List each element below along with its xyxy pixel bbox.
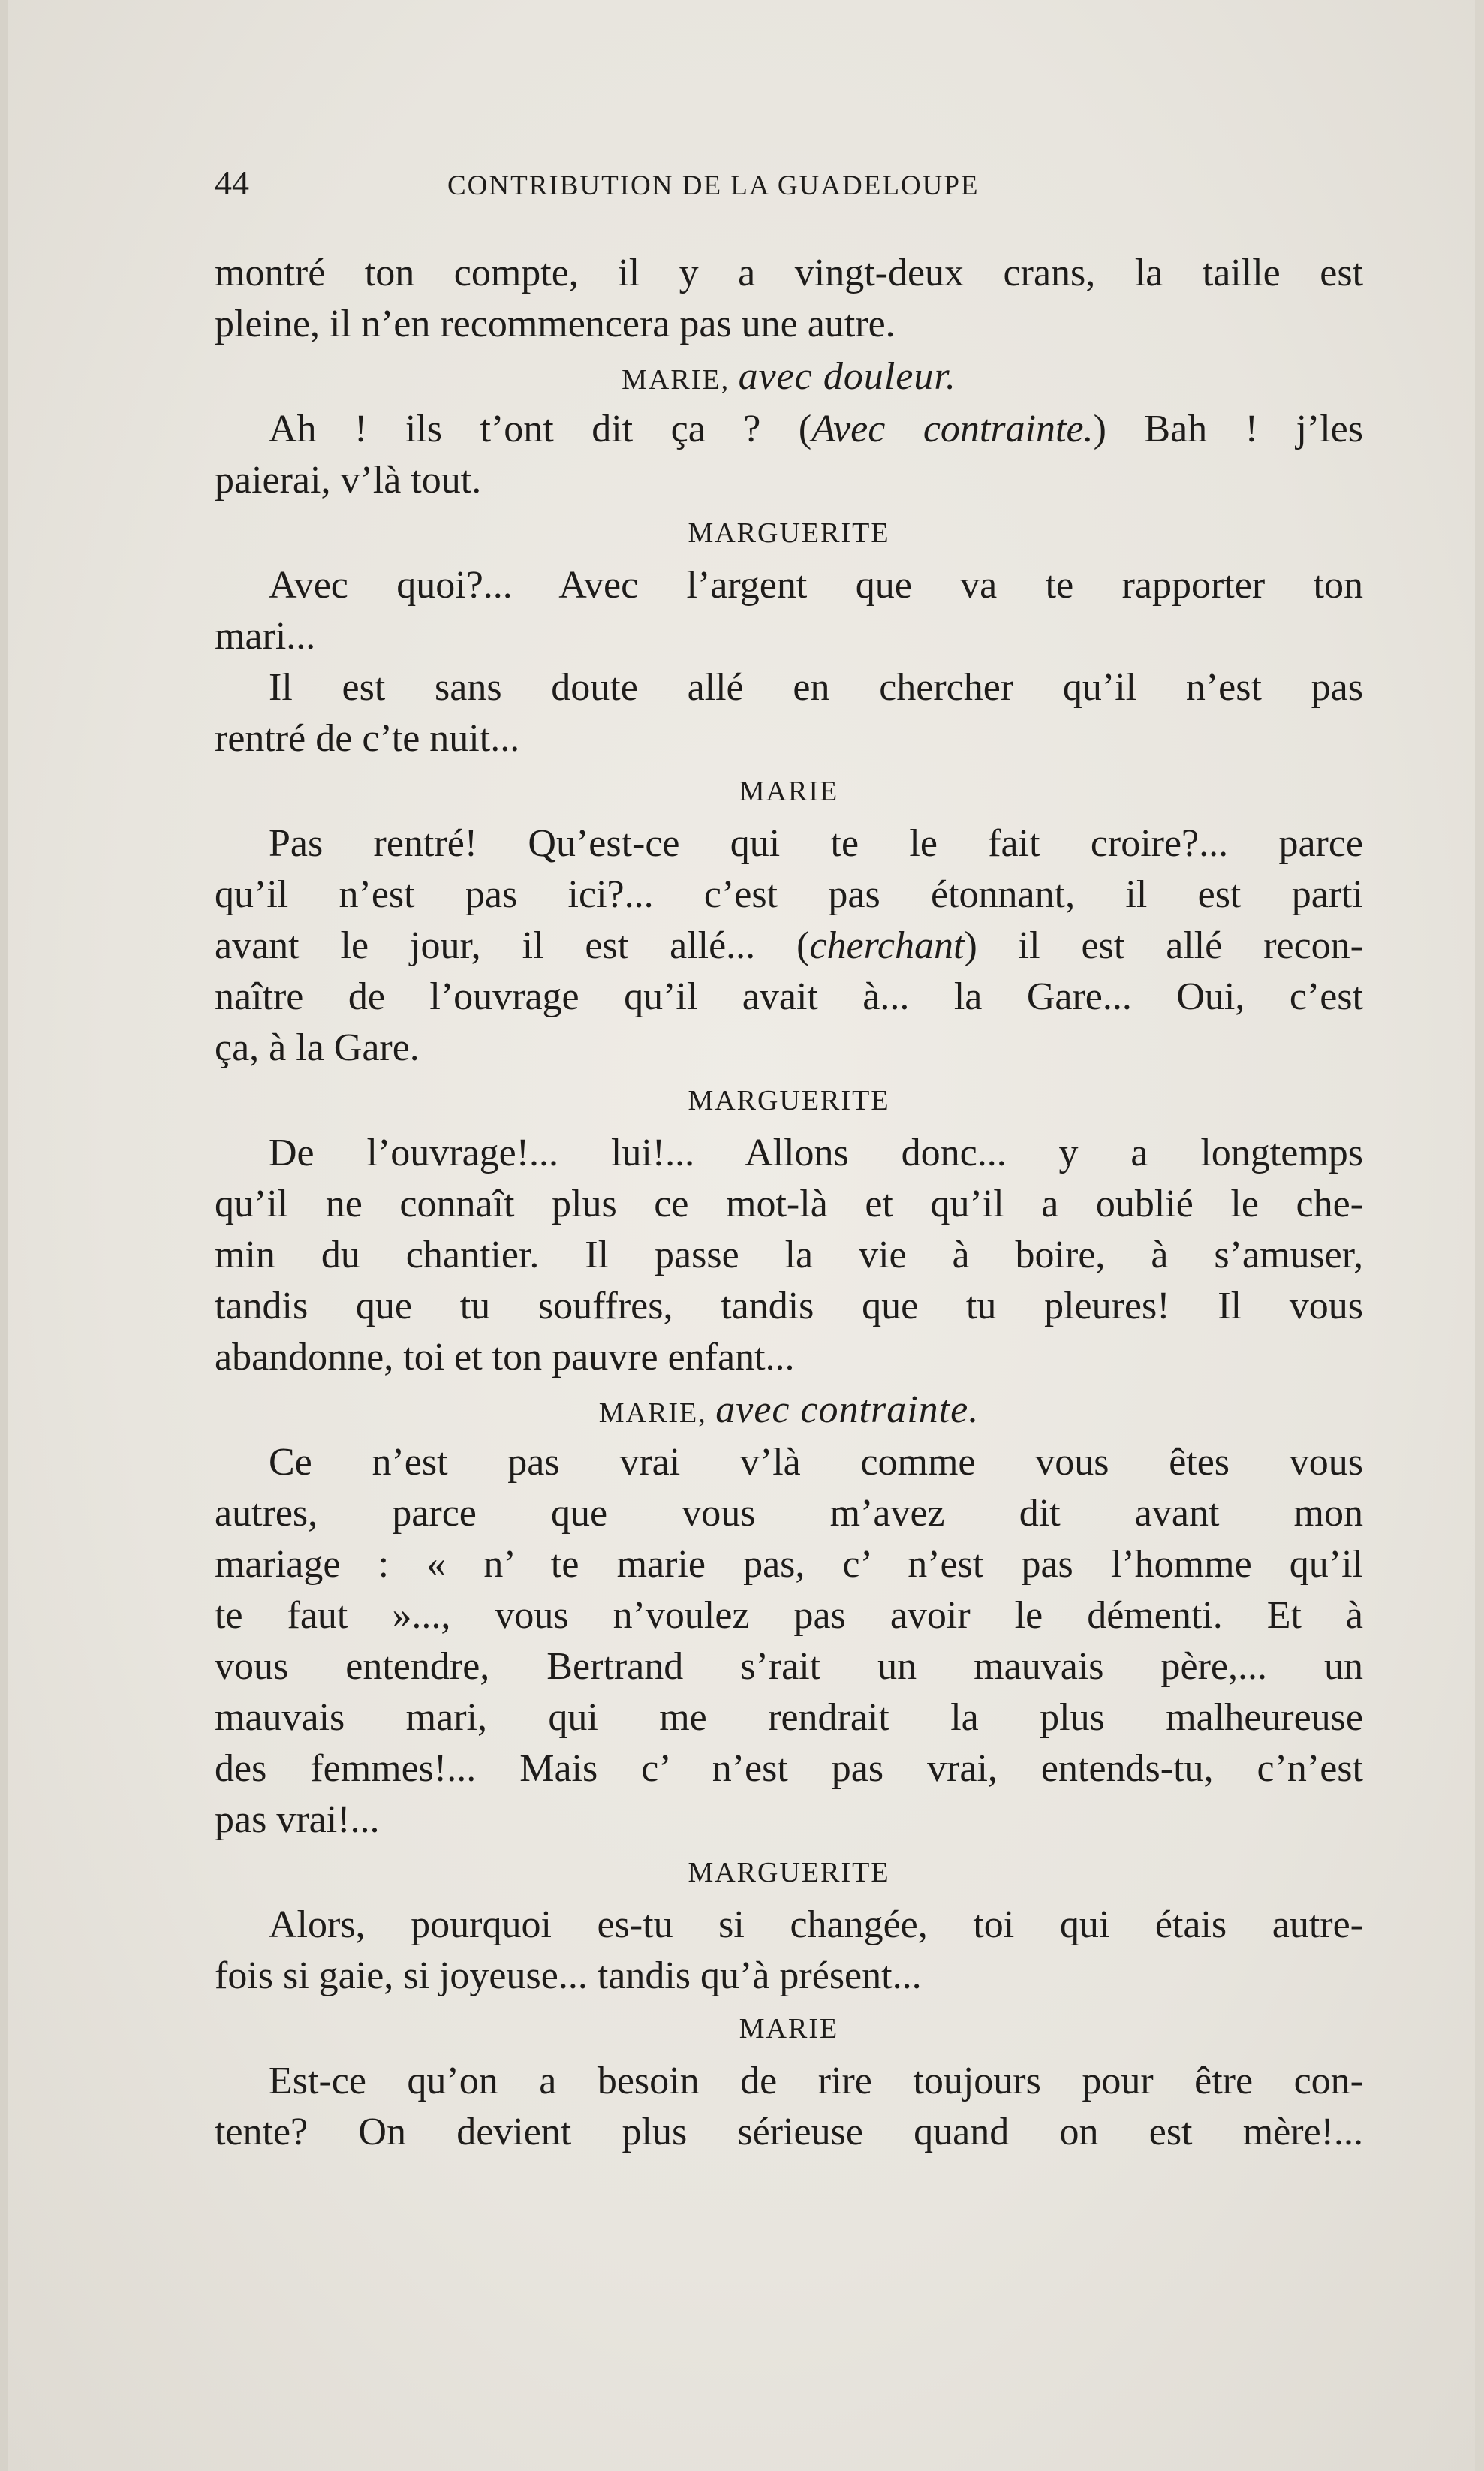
text-line: tandis que tu souffres, tandis que tu pleures! Il vous	[215, 1285, 1363, 1327]
speaker-name: MARIE	[739, 776, 839, 807]
paragraph	[215, 1128, 1363, 1383]
text-line: pleine, il n’en recommencera pas une autre.	[215, 303, 896, 345]
speaker-heading	[215, 351, 1363, 402]
paragraph	[215, 248, 1363, 350]
speaker-name: MARGUERITE	[688, 1857, 890, 1888]
text-run: Ah ! ils t’ont dit ça ? (	[269, 408, 812, 451]
speaker-heading	[215, 1075, 1363, 1126]
text-line	[215, 921, 1363, 972]
text-line: paierai, v’là tout.	[215, 459, 482, 502]
text-line: qu’il ne connaît plus ce mot-là et qu’il a oublié le che-	[215, 1183, 1363, 1225]
text-line: De l’ouvrage!... lui!... Allons donc... y a longtemps	[269, 1132, 1363, 1174]
text-line: mari...	[215, 615, 316, 658]
text-line: pas vrai!...	[215, 1798, 380, 1841]
text-line: qu’il n’est pas ici?... c’est pas étonnant, il est parti	[215, 873, 1363, 916]
paragraph	[215, 1900, 1363, 2002]
text-line	[215, 404, 1363, 455]
text-run: ) Bah ! j’les	[1093, 408, 1363, 451]
running-head: CONTRIBUTION DE LA GUADELOUPE	[447, 170, 980, 201]
text-line: montré ton compte, il y a vingt-deux crans, la taille est	[215, 252, 1363, 294]
speaker-name: MARGUERITE	[688, 517, 890, 549]
page-header	[215, 161, 1363, 206]
text-run: ) il est allé recon-	[964, 924, 1363, 967]
speaker-name: MARIE,	[598, 1397, 707, 1429]
body-text	[215, 248, 1363, 2158]
text-line: des femmes!... Mais c’ n’est pas vrai, entends-tu, c’n’est	[215, 1747, 1363, 1790]
speaker-name: MARIE,	[622, 364, 730, 396]
text-line: fois si gaie, si joyeuse... tandis qu’à présent...	[215, 1954, 922, 1997]
text-line: Avec quoi?... Avec l’argent que va te rapporter ton	[269, 564, 1363, 607]
text-line: Alors, pourquoi es-tu si changée, toi qui étais autre-	[269, 1903, 1363, 1946]
paragraph	[215, 560, 1363, 764]
paragraph	[215, 1437, 1363, 1846]
text-line: min du chantier. Il passe la vie à boire, à s’amuser,	[215, 1234, 1363, 1276]
paragraph	[215, 818, 1363, 1074]
speaker-heading	[215, 1847, 1363, 1898]
speaker-heading	[215, 1385, 1363, 1436]
text-line: ça, à la Gare.	[215, 1026, 420, 1069]
speaker-heading	[215, 766, 1363, 817]
text-line: te faut »..., vous n’voulez pas avoir le démenti. Et à	[215, 1594, 1363, 1637]
stage-direction: avec contrainte.	[715, 1388, 980, 1431]
text-line: rentré de c’te nuit...	[215, 717, 520, 760]
text-line: tente? On devient plus sérieuse quand on est mère!...	[215, 2111, 1363, 2153]
text-line: Est-ce qu’on a besoin de rire toujours pour être con-	[269, 2060, 1363, 2102]
text-line: Pas rentré! Qu’est-ce qui te le fait croire?... parce	[269, 822, 1363, 865]
speaker-heading	[215, 508, 1363, 559]
text-line: Il est sans doute allé en chercher qu’il n’est pas	[269, 666, 1363, 709]
paragraph	[215, 404, 1363, 506]
stage-direction-inline: Avec contrainte.	[811, 408, 1094, 451]
text-run: avant le jour, il est allé... (	[215, 924, 810, 967]
page-number: 44	[215, 164, 249, 202]
text-line: mauvais mari, qui me rendrait la plus malheureuse	[215, 1696, 1363, 1739]
text-line: vous entendre, Bertrand s’rait un mauvais père,... un	[215, 1645, 1363, 1688]
text-line: autres, parce que vous m’avez dit avant mon	[215, 1492, 1363, 1535]
stage-direction-inline: cherchant	[809, 924, 965, 967]
speaker-name: MARGUERITE	[688, 1085, 890, 1116]
text-line: abandonne, toi et ton pauvre enfant...	[215, 1336, 795, 1379]
text-line: naître de l’ouvrage qu’il avait à... la Gare... Oui, c’est	[215, 975, 1363, 1018]
text-line: mariage : « n’ te marie pas, c’ n’est pas l’homme qu’il	[215, 1543, 1363, 1586]
speaker-heading	[215, 2003, 1363, 2054]
speaker-name: MARIE	[739, 2013, 839, 2045]
stage-direction: avec douleur.	[738, 355, 956, 398]
paragraph	[215, 2056, 1363, 2158]
text-line: Ce n’est pas vrai v’là comme vous êtes vous	[269, 1441, 1363, 1484]
